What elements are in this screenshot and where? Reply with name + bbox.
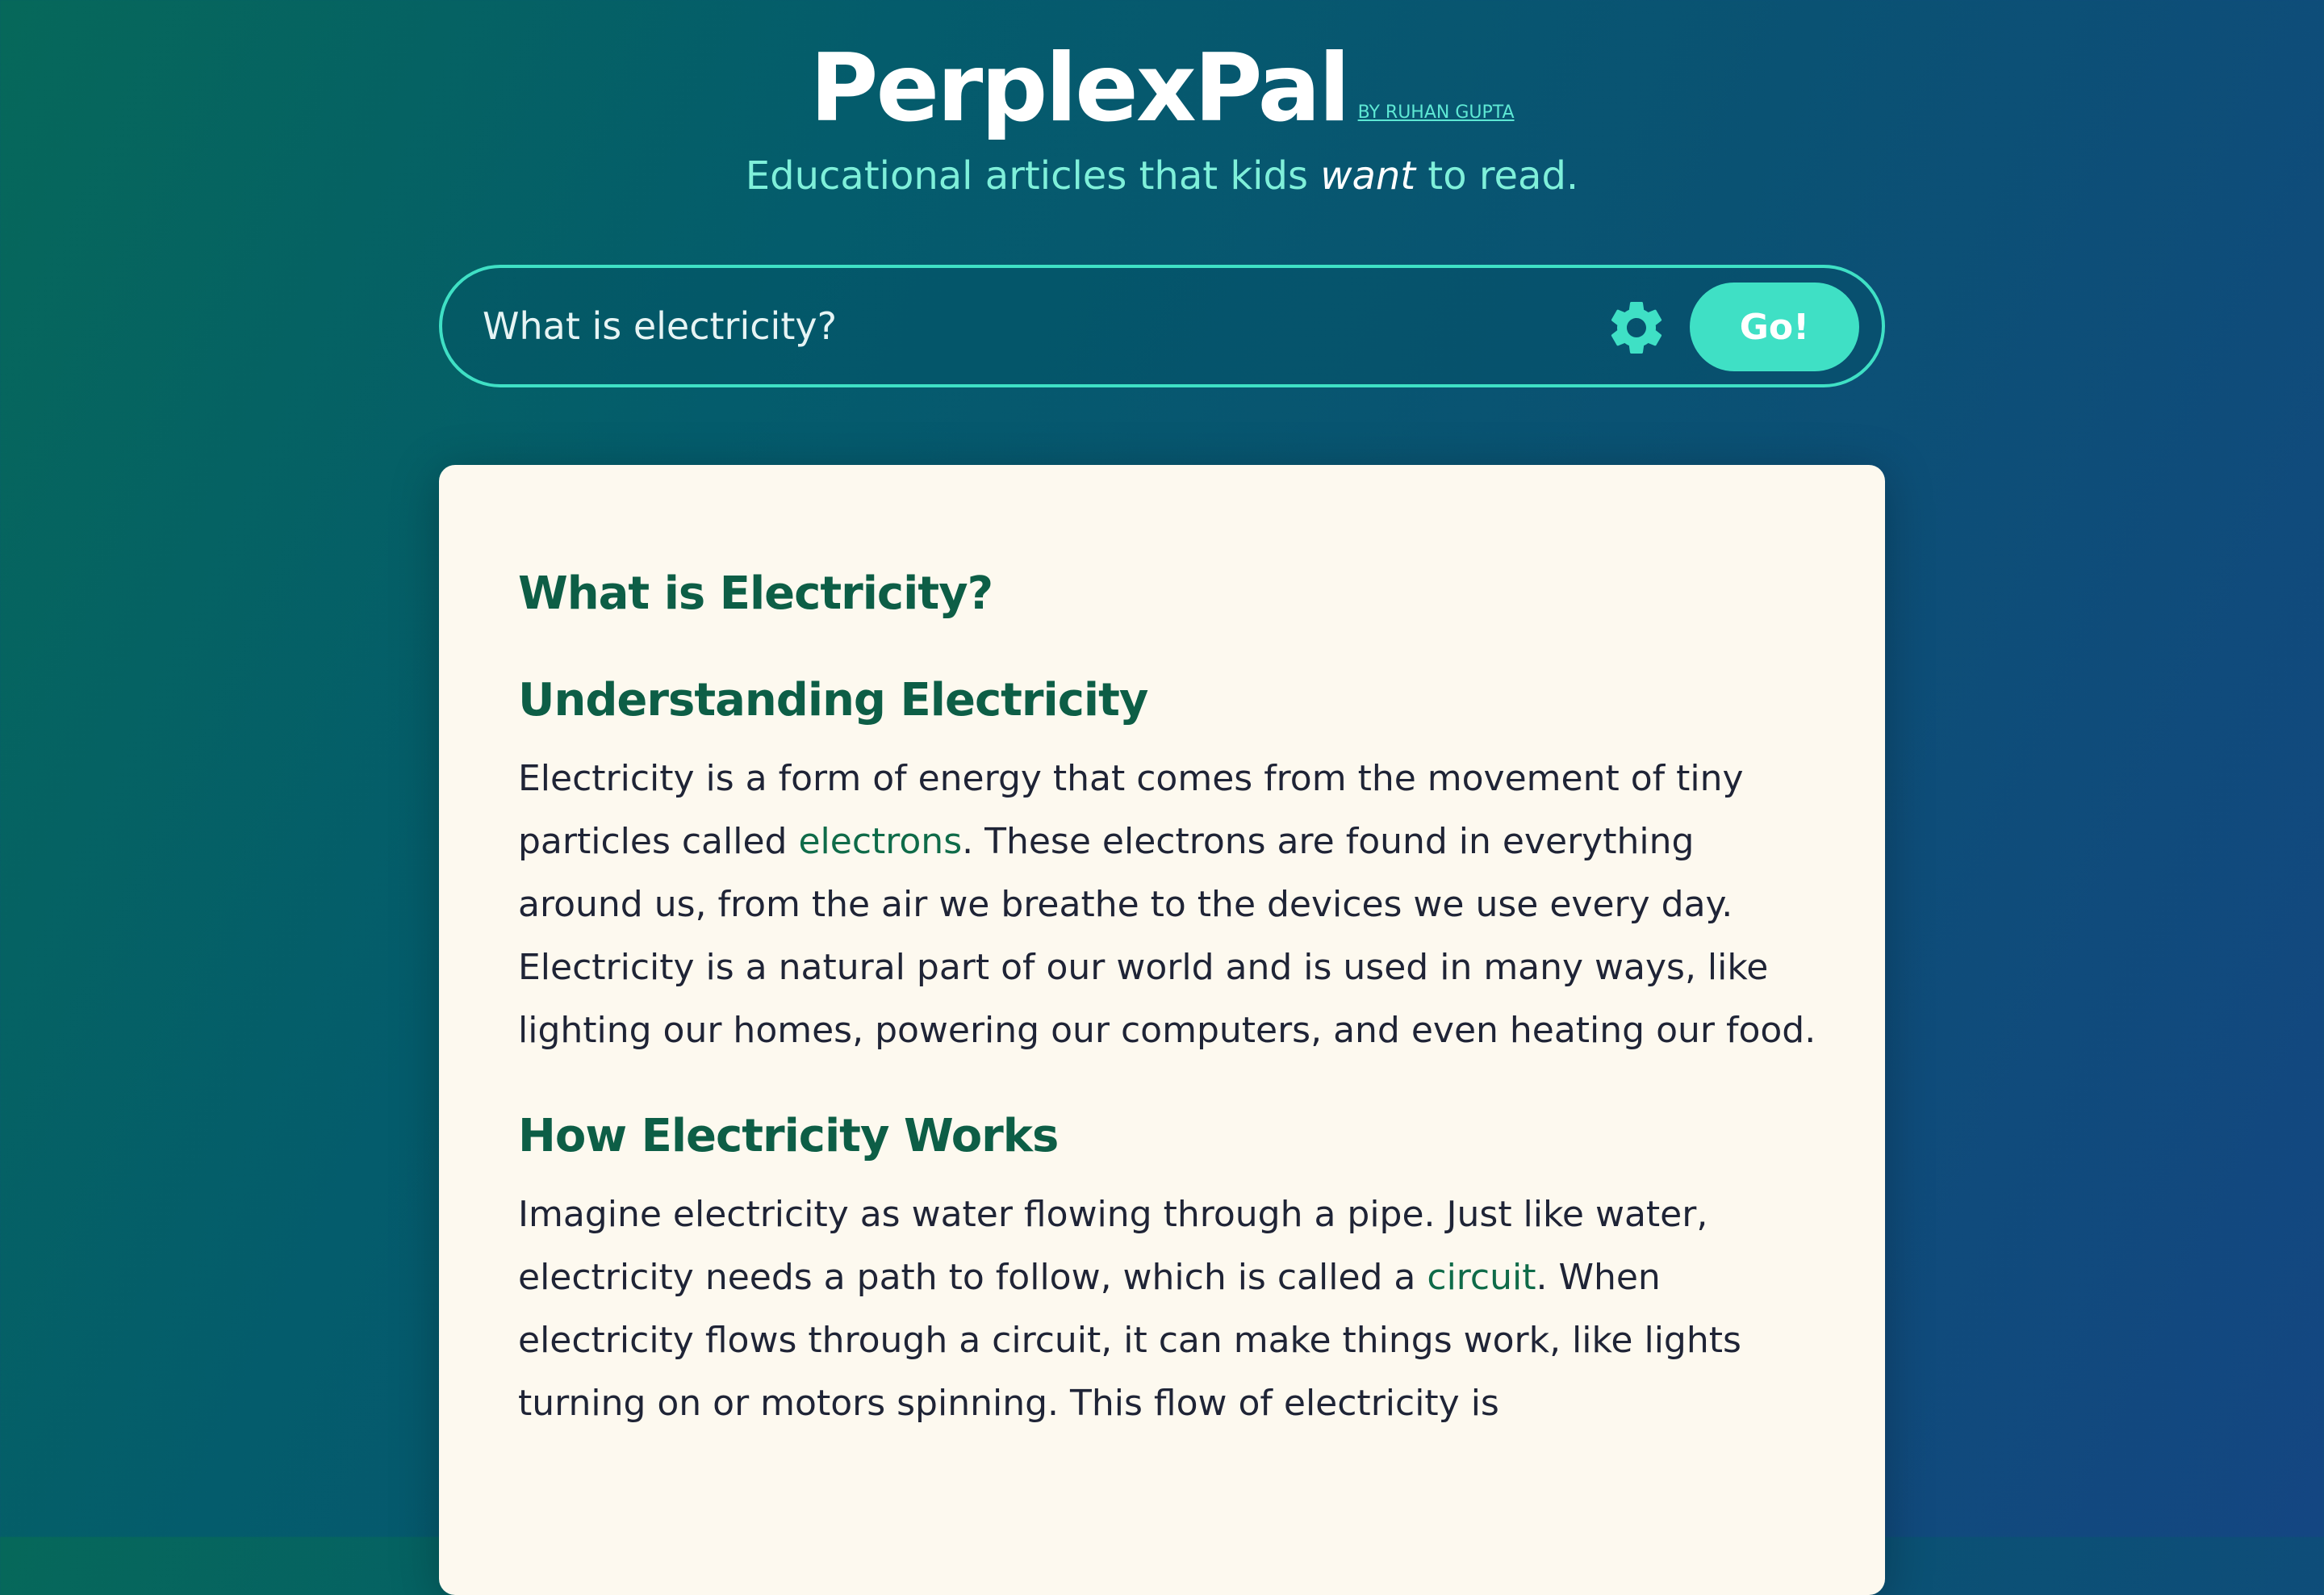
tagline [0, 152, 2324, 200]
app-title: PerplexPal [809, 34, 1348, 143]
section-heading-understanding: Understanding Electricity [518, 674, 1148, 726]
author-byline-link[interactable]: BY RUHAN GUPTA [1357, 103, 1515, 123]
section-heading-how-it-works: How Electricity Works [518, 1110, 1059, 1162]
article-card [439, 465, 1885, 1595]
brand-row [0, 32, 2324, 145]
paragraph-text-end: . When electricity flows through a circuit, it can make things work, like lights turning on or motors spinning. This flow of electricity is [518, 1257, 1741, 1424]
paragraph-text: Electricity is a form of energy that comes from the movement of tiny particles called [518, 758, 1744, 862]
tagline-text: Educational articles that kids [745, 153, 1321, 199]
paragraph-text: Imagine electricity as water flowing through a pipe. Just like water, electricity needs a path to follow, which is called a [518, 1194, 1708, 1298]
section-paragraph-how-it-works [518, 1183, 1825, 1435]
paragraph-text-end: . These electrons are found in everything around us, from the air we breathe to the devices we use every day. Electricity is a natural part of our world and is used in many ways, like lighting our homes, powering our computers, and even heating our food. [518, 821, 1816, 1051]
electrons-link[interactable]: electrons [798, 821, 963, 862]
search-bar [439, 265, 1885, 387]
article-title: What is Electricity? [518, 567, 993, 620]
go-button[interactable]: Go! [1690, 283, 1859, 371]
circuit-link[interactable]: circuit [1427, 1257, 1536, 1298]
page-header [0, 32, 2324, 200]
tagline-text-end: to read. [1415, 153, 1579, 199]
gear-icon[interactable] [1604, 295, 1669, 360]
tagline-emphasis: want [1320, 153, 1416, 199]
search-input[interactable] [483, 295, 1612, 357]
section-paragraph-understanding [518, 747, 1825, 1062]
